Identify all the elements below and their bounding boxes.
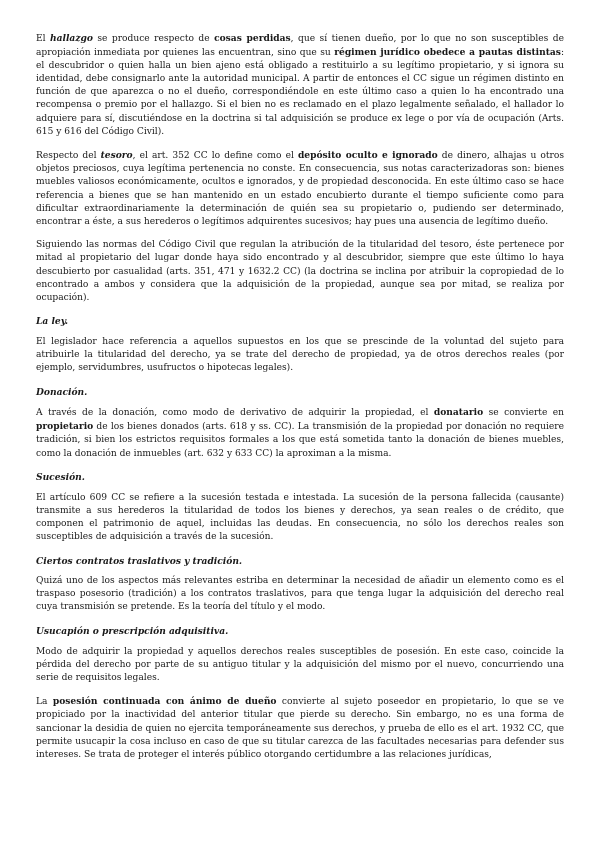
text-run: de los bienes donados (arts. 618 y ss. CC). La transmisión de la propiedad por donación no requiere tradición, si bien los estrictos requisitos formales a los que está sometida tanto la donación de bienes muebles, como la donación de inmuebles (art. 632 y 633 CC) la aproximan a la misma. [36, 422, 564, 459]
heading-contratos [36, 555, 564, 568]
text-run: tesoro [100, 150, 133, 162]
text-run: se convierte en [483, 408, 564, 419]
text-run: El legislador hace referencia a aquellos supuestos en los que se prescinde de la voluntad del sujeto para atribuirle la titularidad del derecho, ya se trate del derecho de propiedad, ya de otros derechos reales (por ejemplo, servidumbres, usufructos o hipotecas legales). [36, 336, 564, 374]
heading-usucapion [36, 625, 564, 638]
p-posesion [36, 695, 564, 761]
text-run: : el descubridor o quien halla un bien ajeno está obligado a restituirlo a su legítimo propietario, y si ignora su identidad, debe consignarlo ante la autoridad municipal. A partir de entonces el CC sigue un régimen distinto en función de que aparezca o no el dueño, correspondiéndole en este último caso a quien lo ha encontrado una recompensa o premio por el hallazgo. Si el bien no es reclamado en el plazo legalmente señalado, el hallador lo adquiere para sí, discutiéndose en la doctrina si tal adquisición se produce ex lege o por vía de ocupación (Arts. 615 y 616 del Código Civil). [36, 48, 565, 137]
text-run: convierte al sujeto poseedor en propietario, lo que se ve propiciado por la inactividad del anterior titular que pierde su derecho. Sin embargo, no es una forma de sancionar la desidia de quien no ejercita temporáneamente sus derechos, y prueba de ello es el art. 1932 CC, que permite usucapir la cosa incluso en caso de que su titular carezca de las facultades necesarias para defender sus intereses. Se trata de proteger el interés público otorgando certidumbre a las relaciones jurídicas, [36, 697, 564, 760]
text-run: Usucapión o prescripción adquisitiva. [36, 625, 229, 637]
text-run: propietario [36, 421, 94, 433]
text-run: Donación. [36, 386, 88, 398]
text-run: Sucesión. [36, 472, 85, 484]
text-run: Quizá uno de los aspectos más relevantes estriba en determinar la necesidad de añadir un elemento como es el traspaso posesorio (tradición) a los contratos traslativos, para que tenga lugar la adquisición del derecho real cuya transmisión se pretende. Es la teoría del título y el modo. [36, 576, 564, 613]
heading-sucesion [36, 471, 564, 484]
text-run: depósito oculto e ignorado [297, 150, 438, 162]
text-run: posesión continuada con ánimo de dueño [52, 696, 277, 708]
text-run: Respecto del [36, 151, 101, 162]
text-run: La ley. [36, 316, 69, 328]
text-run: A través de la donación, como modo de derivativo de adquirir la propiedad, el [36, 408, 434, 419]
text-run: Modo de adquirir la propiedad y aquellos derechos reales susceptibles de posesión. En este caso, coincide la pérdida del derecho por parte de su antiguo titular y la adquisición del mismo por el nuevo, concurriendo una serie de requisitos legales. [36, 646, 564, 683]
text-run: se produce respecto de [92, 34, 215, 44]
p-hallazgo [36, 32, 564, 139]
p-tesoro [36, 149, 564, 229]
text-run: donatario [433, 407, 484, 419]
p-donacion [36, 406, 564, 460]
heading-donacion [36, 386, 564, 399]
text-run: hallazgo [50, 33, 93, 44]
p-tesoro-atribucion [36, 239, 564, 304]
p-usucapion [36, 646, 564, 685]
p-la-ley [36, 336, 564, 375]
text-run: , el art. 352 CC lo define como el [132, 151, 298, 162]
text-run: La [36, 697, 53, 708]
text-run: régimen jurídico obedece a pautas distintas [334, 47, 561, 59]
text-run: El [36, 34, 51, 44]
text-run: Siguiendo las normas del Código Civil que regulan la atribución de la titularidad del tesoro, éste pertenece por mitad al propietario del lugar donde haya sido encontrado y al descubridor, siempre que este último lo haya descubierto por casualidad (arts. 351, 471 y 1632.2 CC) (la doctrina se inclina por atribuir la copropiedad de lo encontrado a ambos y considera que la adquisición de la propiedad, aunque sea por mitad, se realiza por ocupación). [36, 240, 564, 303]
text-run: , que sí tienen dueño, por lo que no son susceptibles de apropiación inmediata por quienes las encuentran, sino que su [36, 34, 564, 59]
heading-la-ley [36, 315, 564, 328]
text-run: cosas perdidas [214, 33, 291, 44]
text-run: de dinero, alhajas u otros objetos preciosos, cuya legítima pertenencia no conste. En consecuencia, sus notas caracterizadoras son: bienes muebles valiosos económicamente, ocultos e ignorados, y de propiedad desconocida. En este último caso se hace referencia a bienes que se han mantenido en un estado encubierto durante el tiempo suficiente como para dificultar extraordinariamente la determinación de quién sea su propietario o, pudiendo ser determinado, encontrar a éste, a sus herederos o legítimos adquirentes sucesivos; hay pues una ausencia de legítimo dueño. [36, 151, 564, 227]
text-run: Ciertos contratos traslativos y tradición. [36, 555, 243, 567]
text-run: El artículo 609 CC se refiere a la sucesión testada e intestada. La sucesión de la persona fallecida (causante) transmite a sus herederos la titularidad de todos los bienes y derechos, ya sean reales o de crédito, que componen el patrimonio de aquel, incluidas las deudas. En consecuencia, no sólo los derechos reales son susceptibles de adquisición a través de la sucesión. [36, 492, 564, 542]
p-sucesion [36, 492, 564, 544]
p-contratos [36, 575, 564, 614]
